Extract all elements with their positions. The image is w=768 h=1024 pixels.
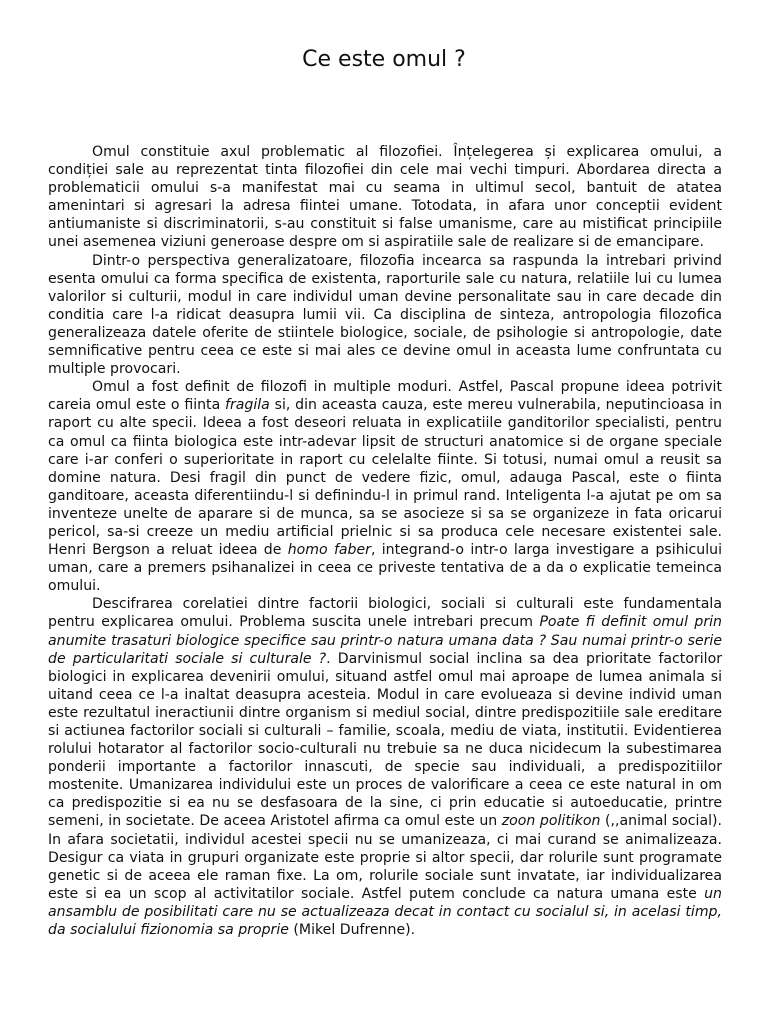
paragraph-text: Dintr-o perspectiva generalizatoare, filozofia incearca sa raspunda la intrebari privind esenta omului ca forma specifica de existenta, raporturile sale cu natura, relatiile lui cu lumea valorilor si culturii, modul in care individul uman devine personalitate sau in care decade din conditia care l-a ridicat deasupra lumii vii. Ca disciplina de sinteza, antropologia filozofica generalizeaza datele oferite de stiintele biologice, sociale, de psihologie si antropologie, date semnificative pentru ceea ce este si mai ales ce devine omul in aceasta lume confruntata cu multiple provocari. bbox=[48, 252, 722, 378]
italic-text: Poate fi definit omul prin anumite trasaturi biologice specifice sau printr-o natura umana data ? Sau numai printr-o serie de particularitati sociale si culturale ? bbox=[48, 614, 722, 667]
paragraph-text: (,,animal social). In afara societatii, individul acestei specii nu se umanizeaza, ci mai curand se animalizeaza. Desigur ca viata in grupuri organizate este proprie si altor specii, dar rolurile sunt programate genetic si de aceea ele raman fixe. La om, rolurile sociale sunt invatate, iar individualizarea este si ea un scop al activitatilor sociale. Astfel putem conclude ca natura umana este bbox=[48, 813, 722, 902]
italic-text: fragila bbox=[225, 397, 270, 414]
paragraph-text: Omul a fost definit de filozofi in multiple moduri. Astfel, Pascal propune ideea potrivit careia omul este o fiinta bbox=[48, 379, 722, 414]
paragraph bbox=[48, 143, 722, 252]
paragraph-text: Descifrarea corelatiei dintre factorii biologici, sociali si culturali este fundamentala pentru explicarea omului. Problema suscita unele intrebari precum bbox=[48, 596, 722, 631]
paragraph-text: si, din aceasta cauza, este mereu vulnerabila, neputincioasa in raport cu alte specii. Ideea a fost deseori reluata in explicatiile ganditorilor specialisti, pentru ca omul ca fiinta biologica este intr-adevar lipsit de structuri anatomice si de organe speciale care i-ar conferi o superioritate in raport cu celelalte fiinte. Si totusi, numai omul a reusit sa domine natura. Desi fragil din punct de vedere fizic, omul, adauga Pascal, este o fiinta ganditoare, aceasta diferentiindu-l si definindu-l in primul rand. Inteligenta l-a ajutat pe om sa inventeze unelte de aparare si de munca, sa se asocieze si sa se organizeze in fata oricarui pericol, sa-si creeze un mediu artificial prielnic si sa produca cele necesare existentei sale. Henri Bergson a reluat ideea de bbox=[48, 397, 722, 559]
italic-text: zoon politikon bbox=[501, 813, 601, 830]
paragraph bbox=[48, 595, 722, 939]
body-text bbox=[48, 143, 722, 939]
paragraph-text: , integrand-o intr-o larga investigare a psihicului uman, care a premers psihanalizei in ceea ce priveste tentativa de a da o explicatie temeinca omului. bbox=[48, 542, 722, 595]
paragraph-text: (Mikel Dufrenne). bbox=[288, 922, 416, 939]
italic-text: homo faber bbox=[287, 542, 371, 559]
paragraph bbox=[48, 378, 722, 595]
paragraph bbox=[48, 252, 722, 379]
paragraph-text: Omul constituie axul problematic al filozofiei. Înțelegerea și explicarea omului, a condiției sale au reprezentat tinta filozofiei din cele mai vechi timpuri. Abordarea directa a problematicii omului s-a manifestat mai cu seama in ultimul secol, bantuit de atatea amenintari si agresari la adresa fiintei umane. Totodata, in afara unor conceptii evident antiumaniste si discriminatorii, s-au constituit si false umanisme, care au mistificat principiile unei asemenea viziuni generoase despre om si aspiratiile sale de realizare si de emancipare. bbox=[48, 144, 722, 251]
page-title: Ce este omul ? bbox=[302, 47, 466, 72]
paragraph-text: . Darvinismul social inclina sa dea prioritate factorilor biologici in explicarea devenirii omului, situand astfel omul mai aproape de lumea animala si uitand ceea ce l-a inaltat deasupra acesteia. Modul in care evolueaza si devine individ uman este rezultatul ineractiunii dintre organism si mediul social, dintre predispozitiile sale ereditare si actiunea factorilor sociali si culturali – familie, scoala, mediu de viata, institutii. Evidentierea rolului hotarator al factorilor socio-culturali nu trebuie sa ne duca nicidecum la subestimarea ponderii importante a factorilor innascuti, de specie sau individuali, a predispozitiilor mostenite. Umanizarea individului este un proces de valorificare a ceea ce este natural in om ca predispozitie si ea nu se desfasoara de la sine, ci prin educatie si autoeducatie, printre semeni, in societate. De aceea Aristotel afirma ca omul este un bbox=[48, 650, 722, 830]
italic-text: un ansamblu de posibilitati care nu se actualizeaza decat in contact cu socialul si, in acelasi timp, da socialului fizionomia sa proprie bbox=[48, 885, 722, 939]
